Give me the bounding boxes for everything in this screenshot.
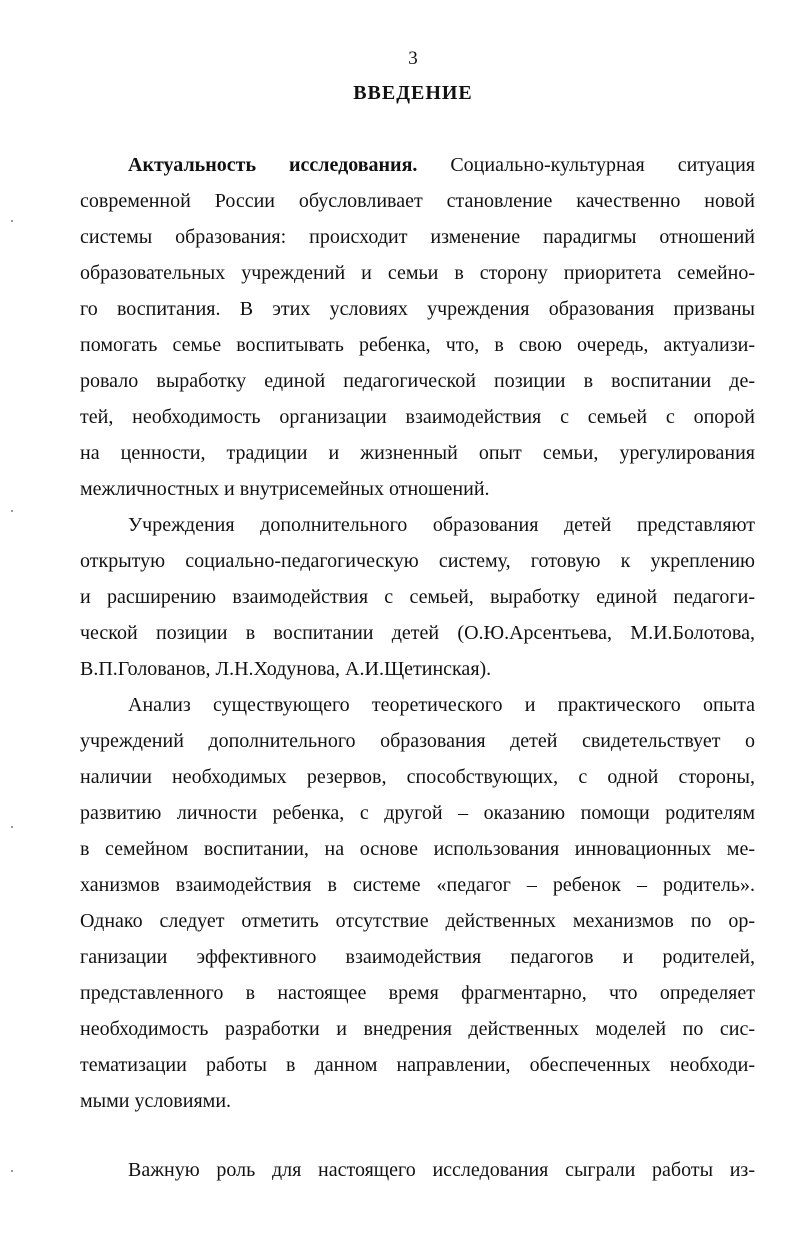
text-line: образовательных учреждений и семьи в сторону приоритета семейно- bbox=[80, 262, 755, 284]
text-line: В.П.Голованов, Л.Н.Ходунова, А.И.Щетинская). bbox=[80, 658, 492, 680]
text-line: ческой позиции в воспитании детей (О.Ю.Арсентьева, М.И.Болотова, bbox=[80, 622, 755, 644]
text-line: и расширению взаимодействия с семьей, выработку единой педагоги- bbox=[80, 586, 755, 608]
text-line: ровало выработку единой педагогической позиции в воспитании де- bbox=[80, 370, 755, 392]
text-line: необходимость разработки и внедрения действенных моделей по сис- bbox=[80, 1018, 755, 1040]
text-line: межличностных и внутрисемейных отношений. bbox=[80, 478, 490, 500]
text-line: Учреждения дополнительного образования детей представляют bbox=[128, 514, 755, 536]
paragraph bbox=[80, 1152, 755, 1188]
text-line: ханизмов взаимодействия в системе «педагог – ребенок – родитель». bbox=[80, 874, 755, 896]
document-body bbox=[80, 147, 755, 1188]
text-line bbox=[80, 147, 755, 183]
text-line: тей, необходимость организации взаимодействия с семьей с опорой bbox=[80, 406, 755, 428]
text-line: ганизации эффективного взаимодействия педагогов и родителей, bbox=[80, 946, 755, 968]
scan-speck bbox=[11, 1170, 13, 1172]
paragraph bbox=[80, 507, 755, 687]
paragraph bbox=[80, 147, 755, 507]
text-line: учреждений дополнительного образования детей свидетельствует о bbox=[80, 730, 755, 752]
scan-speck bbox=[11, 510, 13, 512]
paragraph bbox=[80, 687, 755, 1119]
text-line: Анализ существующего теоретического и практического опыта bbox=[128, 694, 755, 716]
text-line: открытую социально-педагогическую систему, готовую к укреплению bbox=[80, 550, 755, 572]
text-line: го воспитания. В этих условиях учреждения образования призваны bbox=[80, 298, 755, 320]
section-title: ВВЕДЕНИЕ bbox=[353, 82, 473, 104]
text-line: Однако следует отметить отсутствие действенных механизмов по ор- bbox=[80, 910, 755, 932]
text-line: наличии необходимых резервов, способствующих, с одной стороны, bbox=[80, 766, 755, 788]
text-line: Важную роль для настоящего исследования сыграли работы из- bbox=[128, 1159, 755, 1181]
text-line: тематизации работы в данном направлении, обеспеченных необходи- bbox=[80, 1054, 755, 1076]
lead-heading: Актуальность исследования. bbox=[128, 154, 418, 176]
text-line: системы образования: происходит изменение парадигмы отношений bbox=[80, 226, 755, 248]
text-line: современной России обусловливает становление качественно новой bbox=[80, 190, 755, 212]
text-line: развитию личности ребенка, с другой – оказанию помощи родителям bbox=[80, 802, 755, 824]
text-line: на ценности, традиции и жизненный опыт семьи, урегулирования bbox=[80, 442, 755, 464]
text-line: представленного в настоящее время фрагментарно, что определяет bbox=[80, 982, 755, 1004]
text-line: мыми условиями. bbox=[80, 1090, 232, 1112]
scan-speck bbox=[11, 220, 13, 222]
text-line: помогать семье воспитывать ребенка, что, в свою очередь, актуализи- bbox=[80, 334, 755, 356]
scan-speck bbox=[11, 826, 13, 828]
text-line: в семейном воспитании, на основе использования инновационных ме- bbox=[80, 838, 755, 860]
line-text: Социально-культурная ситуация bbox=[417, 154, 755, 176]
page-number: 3 bbox=[408, 48, 418, 69]
